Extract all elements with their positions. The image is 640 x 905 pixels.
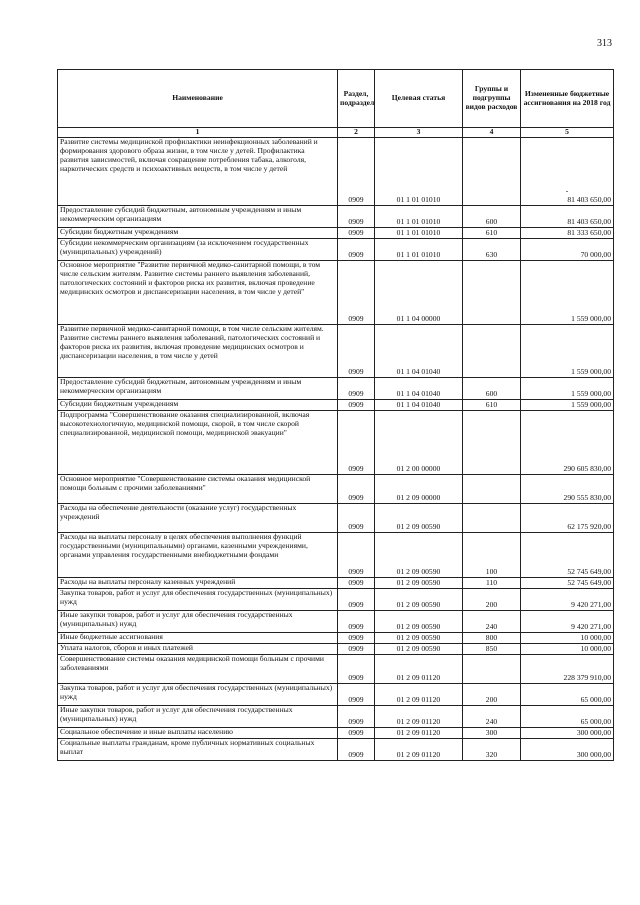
- row-amount: 300 000,00: [521, 739, 614, 761]
- table-body: [58, 138, 614, 761]
- column-number: 1: [58, 128, 338, 138]
- row-section: 0909: [338, 206, 375, 228]
- table-row: [58, 644, 614, 655]
- budget-table: [57, 69, 614, 761]
- row-amount: 9 420 271,00: [521, 611, 614, 633]
- row-name: Субсидии некоммерческим организациям (за исключением государственных (муниципальных) учреждений): [58, 239, 338, 261]
- row-target: 01 2 00 00000: [375, 411, 463, 475]
- header-amount: Измененные бюджетные ассигнования на 2018 год: [521, 70, 614, 128]
- row-name: Расходы на выплаты персоналу в целях обеспечения выполнения функций государственными (муниципальными) органами, казенными учреждениями, органами управления государственными внебюджетными фондами: [58, 533, 338, 578]
- row-amount: 65 000,00: [521, 706, 614, 728]
- table-row: [58, 633, 614, 644]
- row-target: 01 2 09 00590: [375, 504, 463, 533]
- table-row: [58, 611, 614, 633]
- row-group: 100: [463, 533, 521, 578]
- row-section: 0909: [338, 684, 375, 706]
- row-name: Развитие системы медицинской профилактики неинфекционных заболеваний и формирования здорового образа жизни, в том числе у детей. Профилактика развития зависимостей, включая сокращение потребления табака, алкоголя, наркотических средств и психоактивных веществ, в том числе у детей: [58, 138, 338, 206]
- table-row: [58, 475, 614, 504]
- table-row: [58, 261, 614, 325]
- row-target: 01 2 09 00590: [375, 533, 463, 578]
- row-target: 01 2 09 00000: [375, 475, 463, 504]
- row-group: [463, 475, 521, 504]
- row-section: 0909: [338, 706, 375, 728]
- header-section: Раздел, подраздел: [338, 70, 375, 128]
- column-number: 5: [521, 128, 614, 138]
- row-section: 0909: [338, 578, 375, 589]
- row-group: [463, 138, 521, 206]
- row-amount: 10 000,00: [521, 633, 614, 644]
- row-name: Предоставление субсидий бюджетным, автономным учреждениям и иным некоммерческим организациям: [58, 378, 338, 400]
- row-group: 320: [463, 739, 521, 761]
- row-amount: 290 555 830,00: [521, 475, 614, 504]
- column-number: 4: [463, 128, 521, 138]
- row-group: 630: [463, 239, 521, 261]
- row-section: 0909: [338, 400, 375, 411]
- row-target: 01 2 09 01120: [375, 655, 463, 684]
- header-target: Целевая статья: [375, 70, 463, 128]
- row-section: 0909: [338, 533, 375, 578]
- row-amount: 81 403 650,00: [521, 206, 614, 228]
- row-amount: 10 000,00: [521, 644, 614, 655]
- table-row: [58, 325, 614, 378]
- row-group: 240: [463, 706, 521, 728]
- row-target: 01 2 09 01120: [375, 684, 463, 706]
- row-section: 0909: [338, 261, 375, 325]
- row-name: Иные закупки товаров, работ и услуг для обеспечения государственных (муниципальных) нужд: [58, 706, 338, 728]
- row-amount: 1 559 000,00: [521, 325, 614, 378]
- table-row: [58, 239, 614, 261]
- row-group: 200: [463, 684, 521, 706]
- row-group: 600: [463, 206, 521, 228]
- row-group: 610: [463, 400, 521, 411]
- row-target: 01 1 04 01040: [375, 325, 463, 378]
- table-row: [58, 578, 614, 589]
- row-name: Предоставление субсидий бюджетным, автономным учреждениям и иным некоммерческим организациям: [58, 206, 338, 228]
- row-group: 850: [463, 644, 521, 655]
- row-target: 01 2 09 00590: [375, 589, 463, 611]
- row-name: Субсидии бюджетным учреждениям: [58, 400, 338, 411]
- row-group: 300: [463, 728, 521, 739]
- row-amount: 1 559 000,00: [521, 378, 614, 400]
- row-name: Закупка товаров, работ и услуг для обеспечения государственных (муниципальных) нужд: [58, 589, 338, 611]
- row-amount: 290 605 830,00: [521, 411, 614, 475]
- row-section: 0909: [338, 655, 375, 684]
- row-group: 240: [463, 611, 521, 633]
- table-row: [58, 706, 614, 728]
- header-groups: Группы и подгруппы видов расходов: [463, 70, 521, 128]
- row-target: 01 2 09 00590: [375, 611, 463, 633]
- row-name: Основное мероприятие "Совершенствование системы оказания медицинской помощи больным с прочими заболеваниями": [58, 475, 338, 504]
- row-amount-value: 81 403 650,00: [567, 195, 611, 205]
- table-row: [58, 739, 614, 761]
- row-name: Субсидии бюджетным учреждениям: [58, 228, 338, 239]
- table-row: [58, 378, 614, 400]
- row-group: 800: [463, 633, 521, 644]
- row-target: 01 1 01 01010: [375, 239, 463, 261]
- table-row: [58, 504, 614, 533]
- row-section: 0909: [338, 378, 375, 400]
- row-target: 01 2 09 00590: [375, 578, 463, 589]
- row-name: Социальное обеспечение и иные выплаты населению: [58, 728, 338, 739]
- row-amount: 65 000,00: [521, 684, 614, 706]
- row-group: [463, 325, 521, 378]
- row-section: 0909: [338, 228, 375, 239]
- row-amount: 1 559 000,00: [521, 261, 614, 325]
- row-target: 01 1 04 00000: [375, 261, 463, 325]
- column-number: 2: [338, 128, 375, 138]
- row-section: 0909: [338, 633, 375, 644]
- row-amount: 52 745 649,00: [521, 533, 614, 578]
- row-amount: 300 000,00: [521, 728, 614, 739]
- column-number-row: [58, 128, 614, 138]
- row-section: 0909: [338, 589, 375, 611]
- row-target: 01 1 04 01040: [375, 400, 463, 411]
- row-target: 01 2 09 01120: [375, 728, 463, 739]
- row-amount: 52 745 649,00: [521, 578, 614, 589]
- table-row: [58, 411, 614, 475]
- table-row: [58, 684, 614, 706]
- row-name: Развитие первичной медико-санитарной помощи, в том числе сельским жителям. Развитие системы раннего выявления заболеваний, патологических состояний и факторов риска их развития, включая проведение медицинских осмотров и диспансеризации населения, в том числе у детей: [58, 325, 338, 378]
- row-group: [463, 655, 521, 684]
- row-section: 0909: [338, 739, 375, 761]
- row-amount: 70 000,00: [521, 239, 614, 261]
- row-amount: 81 333 650,00: [521, 228, 614, 239]
- row-name: Расходы на обеспечение деятельности (оказание услуг) государственных учреждений: [58, 504, 338, 533]
- header-row: [58, 70, 614, 128]
- row-target: 01 2 09 01120: [375, 739, 463, 761]
- table-row: [58, 400, 614, 411]
- table-row: [58, 728, 614, 739]
- table-row: [58, 138, 614, 206]
- row-group: 110: [463, 578, 521, 589]
- row-target: 01 1 01 01010: [375, 138, 463, 206]
- row-target: 01 2 09 00590: [375, 633, 463, 644]
- row-section: 0909: [338, 504, 375, 533]
- table-row: [58, 228, 614, 239]
- row-section: 0909: [338, 475, 375, 504]
- row-name: Закупка товаров, работ и услуг для обеспечения государственных (муниципальных) нужд: [58, 684, 338, 706]
- row-dash: -: [565, 186, 569, 196]
- row-target: 01 2 09 00590: [375, 644, 463, 655]
- row-group: [463, 504, 521, 533]
- row-group: 610: [463, 228, 521, 239]
- row-section: 0909: [338, 644, 375, 655]
- row-amount: 228 379 910,00: [521, 655, 614, 684]
- table-row: [58, 206, 614, 228]
- row-section: 0909: [338, 239, 375, 261]
- row-amount: 1 559 000,00: [521, 400, 614, 411]
- table-row: [58, 589, 614, 611]
- row-group: [463, 411, 521, 475]
- row-name: Подпрограмма "Совершенствование оказания специализированной, включая высокотехнологичную, медицинской помощи, скорой, в том числе скорой специализированной, медицинской помощи, медицинской эвакуации": [58, 411, 338, 475]
- row-section: 0909: [338, 611, 375, 633]
- row-section: 0909: [338, 138, 375, 206]
- page-number: 313: [597, 38, 612, 49]
- row-name: Уплата налогов, сборов и иных платежей: [58, 644, 338, 655]
- row-section: 0909: [338, 411, 375, 475]
- table-row: [58, 533, 614, 578]
- row-amount: [521, 138, 614, 206]
- row-amount: 62 175 920,00: [521, 504, 614, 533]
- row-group: [463, 261, 521, 325]
- row-target: 01 1 01 01010: [375, 206, 463, 228]
- row-name: Социальные выплаты гражданам, кроме публичных нормативных социальных выплат: [58, 739, 338, 761]
- row-section: 0909: [338, 728, 375, 739]
- column-number: 3: [375, 128, 463, 138]
- row-name: Иные бюджетные ассигнования: [58, 633, 338, 644]
- row-group: 600: [463, 378, 521, 400]
- row-name: Расходы на выплаты персоналу казенных учреждений: [58, 578, 338, 589]
- row-target: 01 2 09 01120: [375, 706, 463, 728]
- row-target: 01 1 01 01010: [375, 228, 463, 239]
- row-name: Совершенствование системы оказания медицинской помощи больным с прочими заболеваниями: [58, 655, 338, 684]
- header-name: Наименование: [58, 70, 338, 128]
- table-row: [58, 655, 614, 684]
- row-amount: 9 420 271,00: [521, 589, 614, 611]
- row-group: 200: [463, 589, 521, 611]
- row-name: Основное мероприятие "Развитие первичной медико-санитарной помощи, в том числе сельским жителям. Развитие системы раннего выявления заболеваний, патологических состояний и факторов риска их развития, включая проведение медицинских осмотров и диспансеризации населения, в том числе у детей": [58, 261, 338, 325]
- row-section: 0909: [338, 325, 375, 378]
- row-target: 01 1 04 01040: [375, 378, 463, 400]
- row-name: Иные закупки товаров, работ и услуг для обеспечения государственных (муниципальных) нужд: [58, 611, 338, 633]
